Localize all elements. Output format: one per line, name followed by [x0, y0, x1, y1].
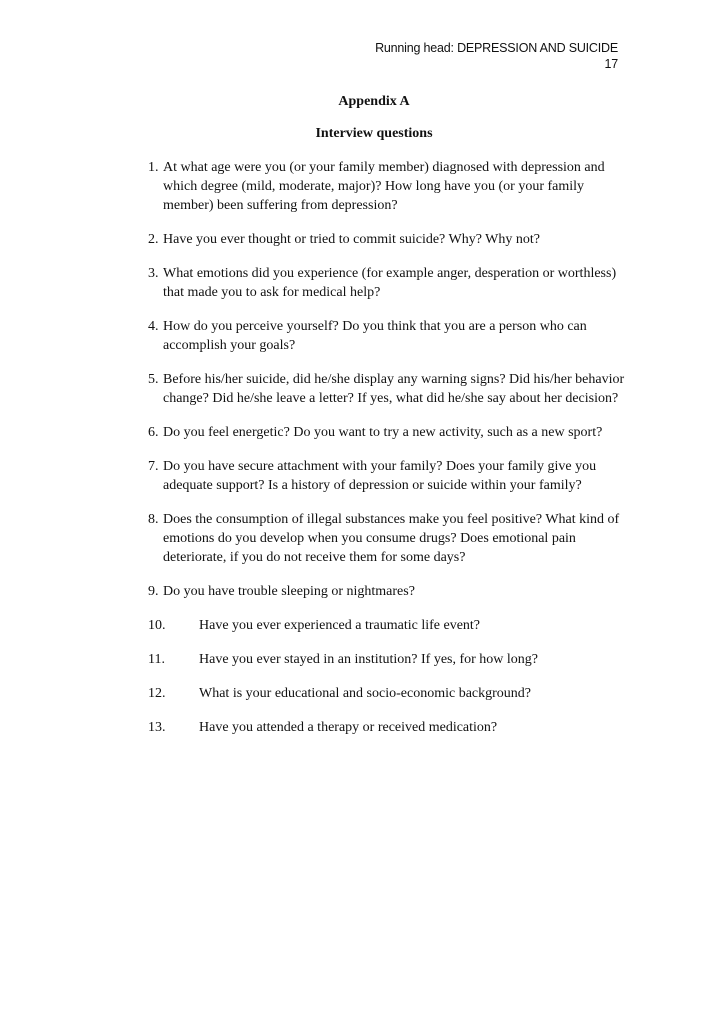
question-text: Have you ever experienced a traumatic life event? [199, 618, 481, 633]
question-number: 7. [148, 459, 159, 474]
appendix-title: Appendix A [338, 94, 410, 109]
question-number: 2. [148, 232, 159, 247]
question-text: How do you perceive yourself? Do you think that you are a person who can accomplish your goals? [163, 319, 587, 353]
question-item [148, 423, 628, 442]
question-text: What emotions did you experience (for example anger, desperation or worthless) that made you to ask for medical help? [163, 266, 617, 300]
question-item [148, 616, 628, 635]
question-item [148, 264, 628, 302]
running-head [375, 40, 618, 72]
question-text: Have you ever thought or tried to commit suicide? Why? Why not? [163, 232, 540, 247]
question-list [148, 158, 628, 752]
question-item [148, 650, 628, 669]
question-item [148, 510, 628, 567]
question-number: 6. [148, 425, 159, 440]
question-text: Does the consumption of illegal substances make you feel positive? What kind of emotions do you develop when you consume drugs? Does emotional pain deteriorate, if you do not receive them for some days? [163, 512, 620, 565]
question-number: 10. [148, 618, 166, 633]
question-number: 3. [148, 266, 159, 281]
question-text: Have you attended a therapy or received medication? [199, 720, 498, 735]
question-item [148, 230, 628, 249]
question-text: Do you feel energetic? Do you want to try a new activity, such as a new sport? [163, 425, 603, 440]
question-text: Do you have secure attachment with your family? Does your family give you adequate support? Is a history of depression or suicide within your family? [163, 459, 597, 493]
question-number: 9. [148, 584, 159, 599]
question-text: Do you have trouble sleeping or nightmares? [163, 584, 415, 599]
question-item [148, 582, 628, 601]
question-item [148, 718, 628, 737]
question-item [148, 684, 628, 703]
question-number: 5. [148, 372, 159, 387]
question-number: 11. [148, 652, 165, 667]
question-item [148, 158, 628, 215]
question-number: 4. [148, 319, 159, 334]
section-title: Interview questions [315, 126, 433, 141]
question-number: 8. [148, 512, 159, 527]
question-number: 12. [148, 686, 166, 701]
question-item [148, 457, 628, 495]
question-item [148, 370, 628, 408]
question-text: What is your educational and socio-economic background? [199, 686, 531, 701]
question-number: 1. [148, 160, 159, 175]
question-number: 13. [148, 720, 166, 735]
question-text: Have you ever stayed in an institution? If yes, for how long? [199, 652, 539, 667]
running-head-title: Running head: DEPRESSION AND SUICIDE [375, 41, 618, 55]
page-number: 17 [604, 57, 618, 71]
question-text: Before his/her suicide, did he/she display any warning signs? Did his/her behavior change? Did he/she leave a letter? If yes, what did he/she say about her decision? [163, 372, 625, 406]
question-item [148, 317, 628, 355]
question-text: At what age were you (or your family member) diagnosed with depression and which degree (mild, moderate, major)? How long have you (or your family member) been suffering from depression? [163, 160, 605, 213]
